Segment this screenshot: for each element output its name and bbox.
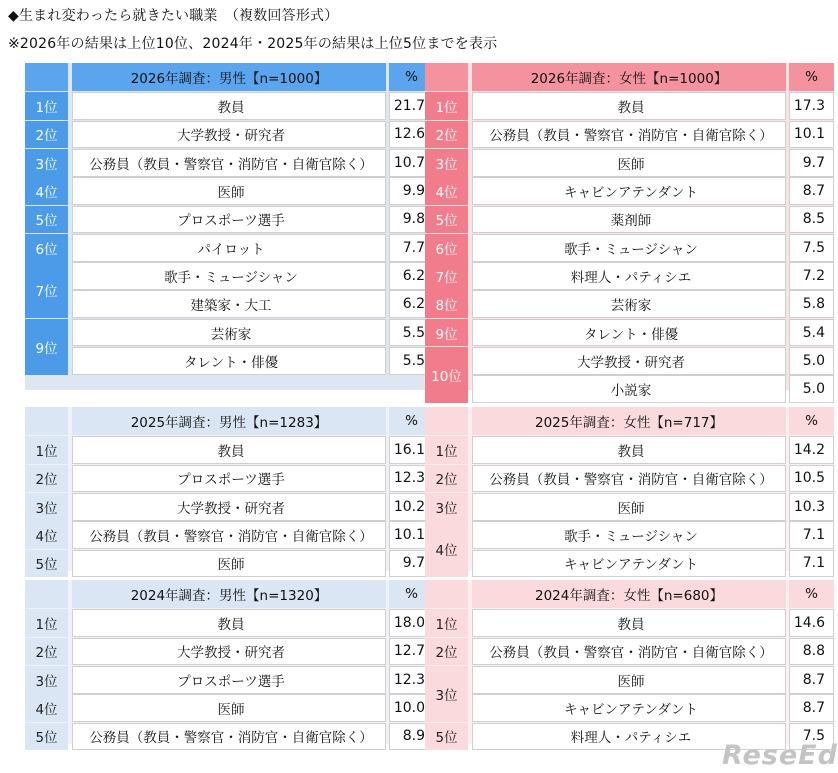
occupation-name: タレント・俳優 (183, 354, 279, 371)
rank-label: 1位 (425, 609, 468, 637)
percentage-value: 9.9 (389, 177, 434, 205)
occupation-cell (472, 290, 786, 318)
rank-label: 4位 (425, 177, 468, 205)
percentage-value: 12.3 (389, 666, 434, 694)
rank-label: 4位 (25, 694, 68, 722)
occupation-cell (72, 666, 386, 694)
occupation-cell (472, 638, 786, 666)
occupation-name: 教員 (217, 100, 245, 117)
rank-label: 1位 (425, 92, 468, 120)
percentage-value: 8.8 (789, 638, 834, 666)
table-title: 2026年調査：男性【n=1000】 (72, 63, 386, 91)
occupation-name: 大学教授・研究者 (177, 128, 285, 145)
percentage-value: 5.8 (789, 290, 834, 318)
rank-label: 10位 (425, 347, 468, 403)
occupation-cell (472, 347, 786, 375)
occupation-name: 歌手・ミュージシャン (164, 269, 298, 286)
percentage-value: 14.2 (789, 436, 834, 464)
occupation-name: プロスポーツ選手 (177, 472, 285, 489)
rank-label: 9位 (425, 319, 468, 347)
occupation-name: 料理人・パティシエ (570, 269, 692, 286)
percentage-value: 8.5 (789, 206, 834, 234)
table-header-corner (425, 580, 468, 608)
occupation-name: 歌手・ミュージシャン (564, 529, 698, 546)
rank-label: 2位 (25, 121, 68, 149)
occupation-name: 建築家・大工 (190, 298, 272, 315)
percentage-value: 12.7 (389, 638, 434, 666)
occupation-name: 公務員（教員・警察官・消防官・自衛官除く） (89, 730, 373, 747)
occupation-cell (72, 550, 386, 578)
occupation-cell (72, 262, 386, 290)
occupation-name: 教員 (617, 100, 645, 117)
occupation-name: 教員 (617, 617, 645, 634)
occupation-name: 医師 (217, 185, 245, 202)
occupation-cell (72, 177, 386, 205)
occupation-cell (472, 609, 786, 637)
rank-label: 5位 (25, 723, 68, 751)
pct-column-header: % (389, 407, 434, 435)
occupation-name: 大学教授・研究者 (577, 354, 685, 371)
occupation-cell (472, 149, 786, 177)
occupation-name: 料理人・パティシエ (570, 730, 692, 747)
percentage-value: 18.0 (389, 609, 434, 637)
occupation-cell (472, 550, 786, 578)
pct-column-header: % (789, 63, 834, 91)
percentage-value: 7.5 (789, 723, 834, 751)
table-title: 2025年調査：男性【n=1283】 (72, 407, 386, 435)
percentage-value: 6.2 (389, 290, 434, 318)
page-note: ※2026年の結果は上位10位、2024年・2025年の結果は上位5位までを表示 (8, 36, 498, 52)
occupation-cell (72, 234, 386, 262)
occupation-name: プロスポーツ選手 (177, 213, 285, 230)
occupation-cell (72, 347, 386, 375)
percentage-value: 10.1 (789, 121, 834, 149)
occupation-name: 公務員（教員・警察官・消防官・自衛官除く） (89, 529, 373, 546)
occupation-name: 芸術家 (210, 326, 252, 343)
occupation-name: 教員 (217, 617, 245, 634)
table-header-corner (425, 63, 468, 91)
occupation-cell (472, 92, 786, 120)
rank-label: 5位 (25, 550, 68, 578)
rank-label: 3位 (425, 149, 468, 177)
rank-label: 5位 (425, 723, 468, 751)
percentage-value: 14.6 (789, 609, 834, 637)
occupation-cell (72, 465, 386, 493)
occupation-cell (72, 290, 386, 318)
occupation-name: 公務員（教員・警察官・消防官・自衛官除く） (489, 645, 773, 662)
occupation-cell (472, 206, 786, 234)
occupation-name: 公務員（教員・警察官・消防官・自衛官除く） (89, 156, 373, 173)
percentage-value: 8.9 (389, 723, 434, 751)
occupation-name: 医師 (617, 500, 645, 517)
rank-label: 9位 (25, 319, 68, 375)
occupation-name: 公務員（教員・警察官・消防官・自衛官除く） (489, 128, 773, 145)
rank-label: 7位 (25, 262, 68, 318)
rank-label: 8位 (425, 290, 468, 318)
rank-label: 1位 (25, 436, 68, 464)
percentage-value: 10.1 (389, 521, 434, 549)
occupation-cell (72, 319, 386, 347)
occupation-cell (472, 234, 786, 262)
occupation-name: 小説家 (610, 383, 652, 400)
occupation-cell (472, 121, 786, 149)
percentage-value: 16.1 (389, 436, 434, 464)
occupation-name: 医師 (217, 557, 245, 574)
rank-label: 3位 (25, 149, 68, 177)
percentage-value: 5.0 (789, 375, 834, 403)
percentage-value: 5.4 (789, 319, 834, 347)
percentage-value: 8.7 (789, 666, 834, 694)
rank-label: 1位 (25, 92, 68, 120)
page-heading: ◆生まれ変わったら就きたい職業 （複数回答形式） (8, 8, 339, 24)
pct-column-header: % (789, 580, 834, 608)
rank-label: 6位 (25, 234, 68, 262)
occupation-name: キャビンアテンダント (564, 702, 698, 719)
rank-label: 1位 (425, 436, 468, 464)
rank-label: 5位 (25, 206, 68, 234)
occupation-name: 教員 (217, 444, 245, 461)
occupation-cell (72, 121, 386, 149)
percentage-value: 12.3 (389, 465, 434, 493)
rank-label: 2位 (25, 465, 68, 493)
percentage-value: 17.3 (789, 92, 834, 120)
table-title: 2025年調査：女性【n=717】 (472, 407, 786, 435)
occupation-name: タレント・俳優 (583, 326, 679, 343)
occupation-name: プロスポーツ選手 (177, 673, 285, 690)
occupation-cell (72, 436, 386, 464)
occupation-cell (472, 436, 786, 464)
table-title: 2024年調査：女性【n=680】 (472, 580, 786, 608)
table-title: 2024年調査：男性【n=1320】 (72, 580, 386, 608)
occupation-cell (72, 609, 386, 637)
occupation-name: 医師 (617, 156, 645, 173)
occupation-cell (72, 694, 386, 722)
rank-label: 2位 (425, 121, 468, 149)
percentage-value: 7.1 (789, 521, 834, 549)
percentage-value: 9.8 (389, 206, 434, 234)
occupation-name: 大学教授・研究者 (177, 645, 285, 662)
percentage-value: 10.7 (389, 149, 434, 177)
rank-label: 7位 (425, 262, 468, 290)
percentage-value: 8.7 (789, 177, 834, 205)
occupation-cell (72, 723, 386, 751)
occupation-name: キャビンアテンダント (564, 557, 698, 574)
rank-label: 2位 (425, 638, 468, 666)
occupation-name: キャビンアテンダント (564, 185, 698, 202)
occupation-name: 医師 (217, 702, 245, 719)
percentage-value: 21.7 (389, 92, 434, 120)
rank-label: 3位 (425, 666, 468, 722)
occupation-cell (472, 521, 786, 549)
occupation-cell (72, 149, 386, 177)
occupation-cell (472, 694, 786, 722)
rank-label: 3位 (25, 666, 68, 694)
rank-label: 4位 (425, 521, 468, 577)
pct-column-header: % (389, 63, 434, 91)
table-header-corner (425, 407, 468, 435)
occupation-cell (472, 465, 786, 493)
percentage-value: 8.7 (789, 694, 834, 722)
rank-label: 2位 (25, 638, 68, 666)
pct-column-header: % (789, 407, 834, 435)
percentage-value: 10.3 (789, 493, 834, 521)
occupation-cell (472, 666, 786, 694)
percentage-value: 10.5 (789, 465, 834, 493)
rank-label: 6位 (425, 234, 468, 262)
occupation-name: 芸術家 (610, 298, 652, 315)
percentage-value: 7.5 (789, 234, 834, 262)
occupation-cell (72, 638, 386, 666)
table-header-corner (25, 407, 68, 435)
occupation-name: 公務員（教員・警察官・消防官・自衛官除く） (489, 472, 773, 489)
percentage-value: 7.2 (789, 262, 834, 290)
pct-column-header: % (389, 580, 434, 608)
rank-label: 1位 (25, 609, 68, 637)
occupation-cell (72, 92, 386, 120)
occupation-cell (472, 262, 786, 290)
occupation-name: 教員 (617, 444, 645, 461)
occupation-cell (72, 493, 386, 521)
rank-label: 3位 (425, 493, 468, 521)
rank-label: 4位 (25, 177, 68, 205)
percentage-value: 9.7 (389, 550, 434, 578)
occupation-cell (72, 521, 386, 549)
percentage-value: 5.5 (389, 319, 434, 347)
occupation-cell (72, 206, 386, 234)
occupation-cell (472, 177, 786, 205)
percentage-value: 12.6 (389, 121, 434, 149)
occupation-name: 大学教授・研究者 (177, 500, 285, 517)
table-header-corner (25, 580, 68, 608)
occupation-name: 薬剤師 (610, 213, 652, 230)
watermark-logo: ReseEd (722, 740, 838, 771)
percentage-value: 7.1 (789, 550, 834, 578)
rank-label: 2位 (425, 465, 468, 493)
percentage-value: 6.2 (389, 262, 434, 290)
occupation-name: 医師 (617, 673, 645, 690)
occupation-cell (472, 493, 786, 521)
occupation-cell (472, 319, 786, 347)
percentage-value: 10.0 (389, 694, 434, 722)
percentage-value: 5.5 (389, 347, 434, 375)
percentage-value: 7.7 (389, 234, 434, 262)
rank-label: 5位 (425, 206, 468, 234)
percentage-value: 10.2 (389, 493, 434, 521)
occupation-name: パイロット (197, 241, 265, 258)
percentage-value: 9.7 (789, 149, 834, 177)
occupation-name: 歌手・ミュージシャン (564, 241, 698, 258)
table-title: 2026年調査：女性【n=1000】 (472, 63, 786, 91)
rank-label: 4位 (25, 521, 68, 549)
rank-label: 3位 (25, 493, 68, 521)
percentage-value: 5.0 (789, 347, 834, 375)
table-header-corner (25, 63, 68, 91)
occupation-cell (472, 375, 786, 403)
